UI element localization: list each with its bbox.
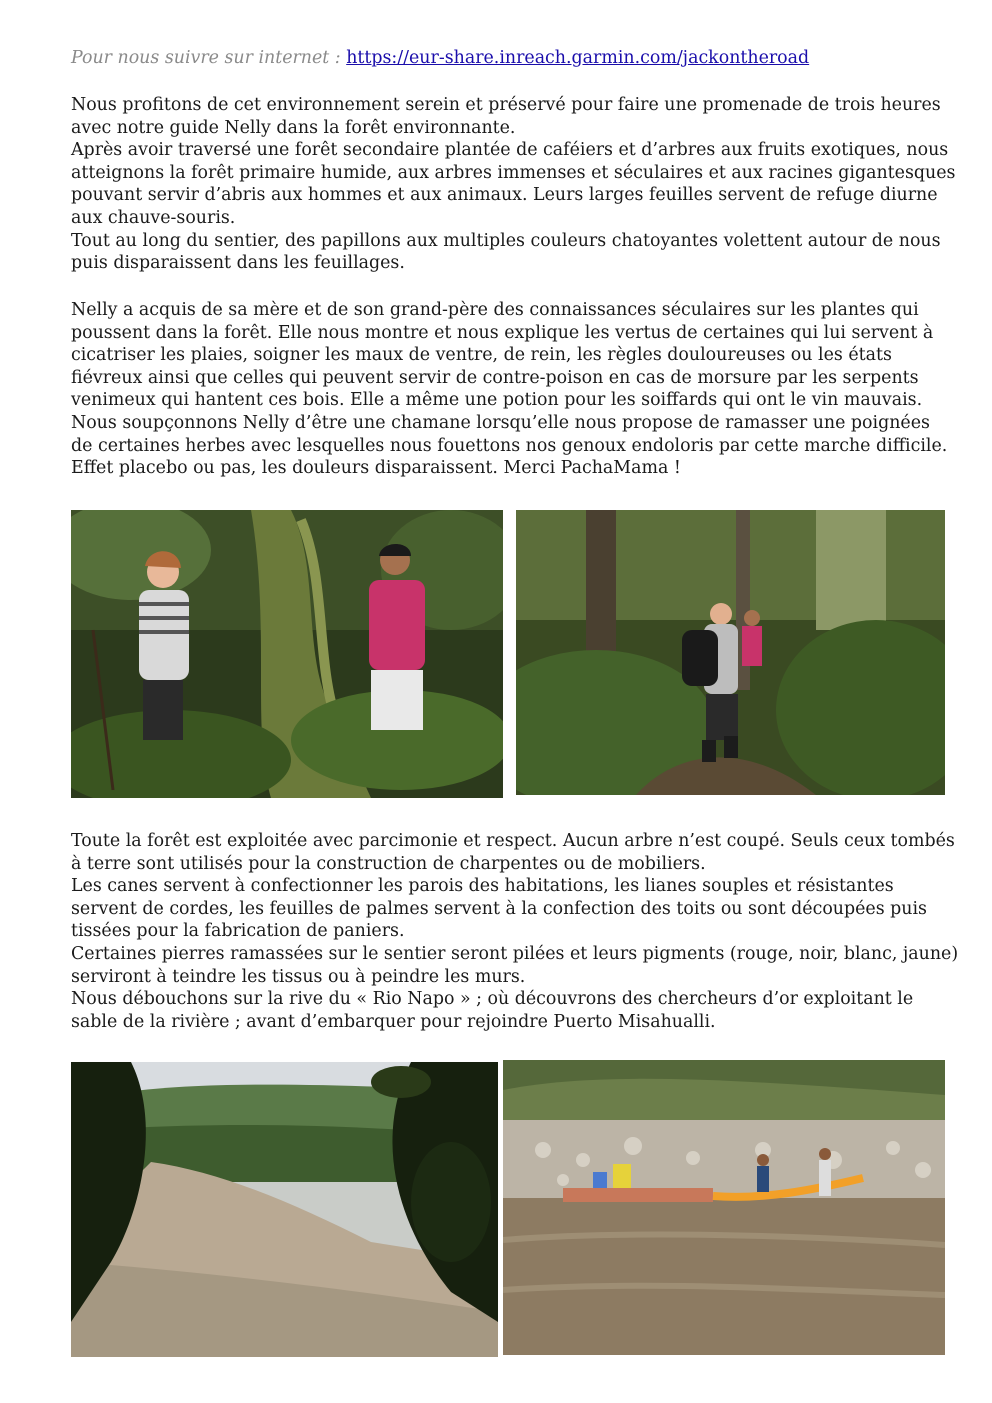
- text-line: servent de cordes, les feuilles de palmes servent à la confection des toits ou sont découpées puis: [71, 898, 927, 919]
- photo-gold-seekers: [503, 1060, 945, 1355]
- text-line: Toute la forêt est exploitée avec parcimonie et respect. Aucun arbre n’est coupé. Seuls ceux tombés: [71, 831, 955, 851]
- photo-forest-trail: [516, 510, 945, 795]
- follow-link[interactable]: https://eur-share.inreach.garmin.com/jackontheroad: [346, 48, 810, 68]
- paragraph-block-1: [71, 94, 956, 275]
- text-line: atteignons la forêt primaire humide, aux arbres immenses et séculaires et aux racines gigantesques: [71, 162, 956, 183]
- text-line: cicatriser les plaies, soigner les maux de ventre, de rein, les règles douloureuses ou les états: [71, 345, 892, 366]
- text-line: de certaines herbes avec lesquelles nous fouettons nos genoux endoloris par cette marche difficile.: [71, 435, 948, 456]
- text-line: puis disparaissent dans les feuillages.: [71, 253, 405, 274]
- follow-label: Pour nous suivre sur internet :: [71, 48, 341, 68]
- text-line: poussent dans la forêt. Elle nous montre et nous explique les vertus de certaines qui lui servent à: [71, 322, 934, 343]
- text-line: Nous profitons de cet environnement serein et préservé pour faire une promenade de trois heures: [71, 95, 941, 115]
- text-line: avec notre guide Nelly dans la forêt environnante.: [71, 117, 516, 138]
- text-line: Certaines pierres ramassées sur le sentier seront pilées et leurs pigments (rouge, noir, blanc, jaune): [71, 943, 959, 964]
- text-line: Les canes servent à confectionner les parois des habitations, les lianes souples et résistantes: [71, 876, 894, 897]
- photo-rio-napo-view: [71, 1062, 498, 1357]
- text-line: Nous soupçonnons Nelly d’être une chamane lorsqu’elle nous propose de ramasser une poignées: [71, 412, 930, 433]
- text-line: venimeux qui hantent ces bois. Elle a même une potion pour les soiffards qui ont le vin mauvais.: [71, 390, 923, 411]
- text-line: pouvant servir d’abris aux hommes et aux animaux. Leurs larges feuilles servent de refuge diurne: [71, 185, 938, 206]
- text-line: Nous débouchons sur la rive du « Rio Napo » ; où découvrons des chercheurs d’or exploitant le: [71, 989, 914, 1010]
- text-line: sable de la rivière ; avant d’embarquer pour rejoindre Puerto Misahualli.: [71, 1011, 716, 1032]
- photo-guide-and-hiker: [71, 510, 503, 798]
- paragraph-block-3: [71, 830, 959, 1033]
- text-line: Nelly a acquis de sa mère et de son grand-père des connaissances séculaires sur les plantes qui: [71, 300, 919, 320]
- text-line: fiévreux ainsi que celles qui peuvent servir de contre-poison en cas de morsure par les serpents: [71, 367, 919, 388]
- paragraph-block-2: [71, 299, 951, 480]
- text-line: tissées pour la fabrication de paniers.: [71, 921, 405, 942]
- text-line: aux chauve-souris.: [71, 207, 236, 228]
- text-line: Effet placebo ou pas, les douleurs disparaissent. Merci PachaMama !: [71, 458, 681, 479]
- follow-line: [71, 47, 809, 70]
- text-line: serviront à teindre les tissus ou à peindre les murs.: [71, 966, 526, 987]
- text-line: Après avoir traversé une forêt secondaire plantée de caféiers et d’arbres aux fruits exotiques, nous: [71, 140, 949, 161]
- text-line: à terre sont utilisés pour la construction de charpentes ou de mobiliers.: [71, 853, 706, 874]
- text-line: Tout au long du sentier, des papillons aux multiples couleurs chatoyantes volettent autour de nous: [71, 230, 941, 251]
